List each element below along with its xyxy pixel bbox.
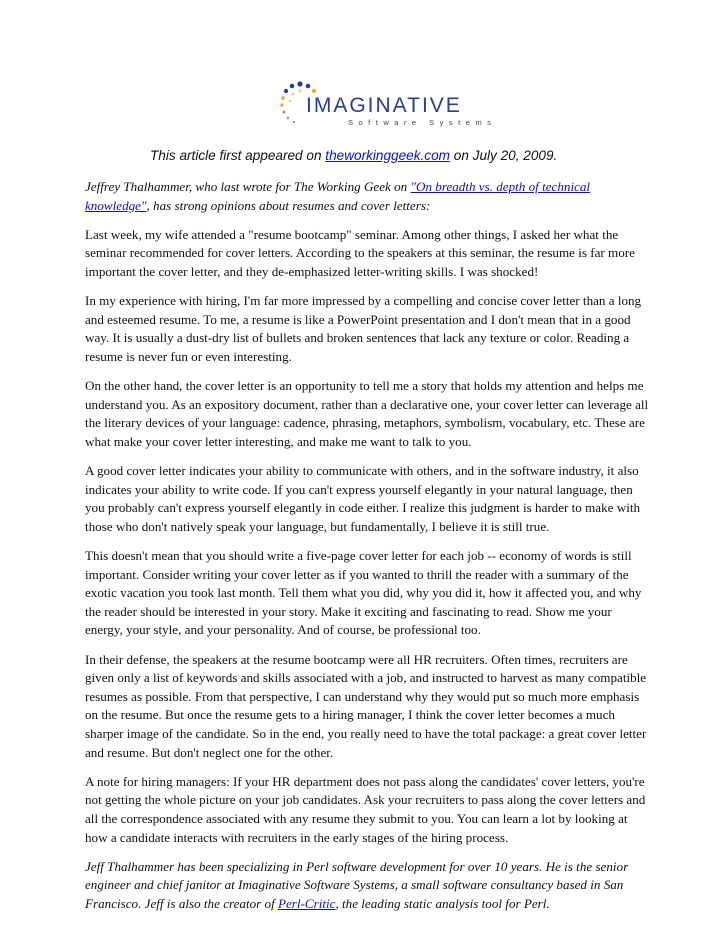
source-site-link[interactable]: theworkinggeek.com [325, 148, 450, 163]
paragraph: In their defense, the speakers at the resume bootcamp were all HR recruiters. Often times, recruiters are given only a list of keywords and skills associated with a job, and instructed to harvest as many compatible resumes as possible. From that perspective, I can understand why they would put so much more emphasis on the resume. But once the resume gets to a hiring manager, I think the cover letter becomes a much sharper image of the candidate. So in the end, you really need to have the total package: a great cover letter and resume. But don't neglect one for the other. [85, 651, 647, 760]
intro-text-end: , has strong opinions about resumes and cover letters: [146, 197, 431, 213]
publication-notice [150, 148, 557, 163]
notice-prefix: This article first appeared on [150, 148, 322, 163]
paragraph: A note for hiring managers: If your HR department does not pass along the candidates' cover letters, you're not getting the whole picture on your job candidates. Ask your recruiters to pass along the cover letters and all the correspondence associated with any resume they submit to you. You can learn a lot by looking at how a candidate interacts with recruiters in the early stages of the hiring process. [85, 773, 646, 845]
intro-paragraph [85, 178, 651, 215]
notice-suffix: on July 20, 2009. [453, 148, 558, 163]
paragraph: In my experience with hiring, I'm far more impressed by a compelling and concise cover letter than a long and esteemed resume. To me, a resume is like a PowerPoint presentation and I don't mean that in a good way. It is usually a dust-dry list of bullets and broken sentences that lack any texture or color. Reading a resume is never fun or even interesting. [85, 293, 642, 364]
previous-article-link[interactable]: "On breadth vs. depth of technical knowledge" [85, 179, 591, 213]
perl-critic-link[interactable]: Perl-Critic [278, 895, 336, 911]
intro-text: Jeffrey Thalhammer, who last wrote for The Working Geek on [85, 179, 408, 194]
article-body [85, 178, 651, 924]
logo-tagline: Software Systems [348, 118, 497, 127]
author-bio [85, 858, 651, 914]
paragraph: This doesn't mean that you should write a five-page cover letter for each job -- economy of words is still important. Consider writing your cover letter as if you wanted to thrill the reader with a summary of the exotic vacation you took last month. Tell them what you did, why you did it, how it affected you, and why the reader should be interested in your story. Make it exciting and fascinating to read. Show me your energy, your style, and your personality. And of course, be professional too. [85, 548, 642, 638]
bio-text: Jeff Thalhammer has been specializing in Perl software development for over 10 years. He is the senior engineer and chief janitor at Imaginative Software Systems, a small software consultancy based in San Francisco. Jeff is also the creator of [85, 858, 629, 911]
paragraph: A good cover letter indicates your ability to communicate with others, and in the software industry, it also indicates your ability to write code. If you can't express yourself elegantly in your natural language, then you probably can't express yourself elegantly in code either. I realize this judgment is harder to make with those who don't natively speak your language, but fundamentally, I believe it is still true. [85, 463, 641, 534]
paragraph: On the other hand, the cover letter is an opportunity to tell me a story that holds my attention and helps me understand you. As an expository document, rather than a declarative one, your cover letter can leverage all the literary devices of your language: cadence, phrasing, metaphors, symbolism, vocabulary, etc. These are what make your cover letter interesting, and make me want to talk to you. [85, 378, 649, 449]
bio-text-end: , the leading static analysis tool for Perl. [335, 895, 550, 911]
logo-wordmark: IMAGINATIVE [306, 94, 462, 117]
paragraph: Last week, my wife attended a "resume bootcamp" seminar. Among other things, I asked her what the seminar recommended for cover letters. According to the speakers at this seminar, the resume is far more important the cover letter, and they de-emphasized letter-writing skills. I was shocked! [85, 226, 635, 279]
company-logo [272, 80, 497, 136]
